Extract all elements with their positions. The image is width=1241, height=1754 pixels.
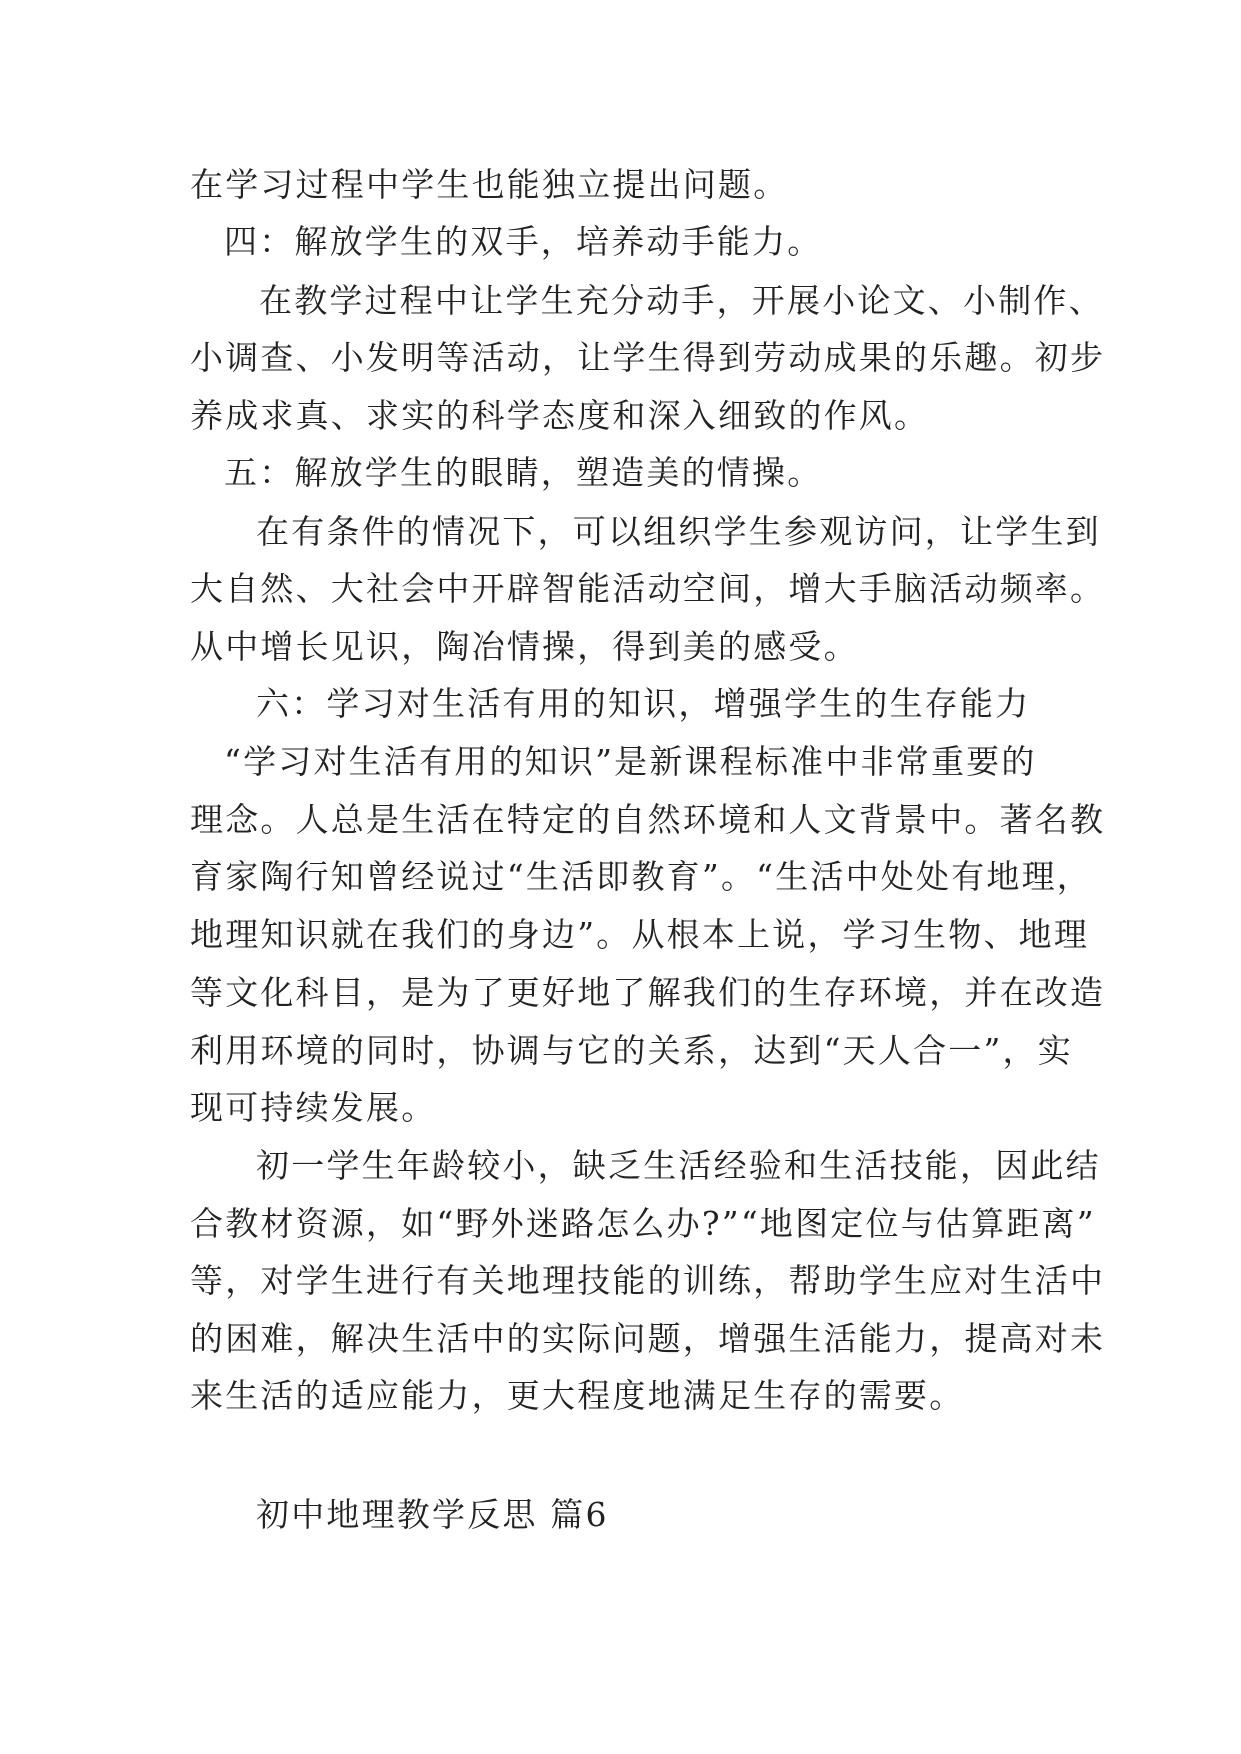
paragraph-line: 利用环境的同时，协调与它的关系，达到“天人合一”，实	[190, 1031, 1073, 1070]
section-heading-four: 四：解放学生的双手，培养动手能力。	[224, 222, 823, 261]
paragraph-line: 来生活的适应能力，更大程度地满足生存的需要。	[190, 1376, 965, 1415]
paragraph-line: 在教学过程中让学生充分动手，开展小论文、小制作、	[259, 281, 1104, 320]
paragraph-line: 从中增长见识，陶冶情操，得到美的感受。	[190, 627, 859, 666]
paragraph-line: 现可持续发展。	[190, 1088, 437, 1127]
paragraph-line: 在有条件的情况下，可以组织学生参观访问，让学生到	[256, 512, 1101, 551]
paragraph-line: 地理知识就在我们的身边”。从根本上说，学习生物、地理	[190, 915, 1090, 954]
section-heading-five: 五：解放学生的眼睛，塑造美的情操。	[224, 453, 823, 492]
paragraph-line: 合教材资源，如“野外迷路怎么办?”“地图定位与估算距离”	[190, 1204, 1096, 1243]
paragraph-line: 等，对学生进行有关地理技能的训练，帮助学生应对生活中	[190, 1261, 1106, 1300]
paragraph-line: 大自然、大社会中开辟智能活动空间，增大手脑活动频率。	[190, 569, 1106, 608]
paragraph-line: 的困难，解决生活中的实际问题，增强生活能力，提高对未	[190, 1319, 1106, 1358]
paragraph-line: 初一学生年龄较小，缺乏生活经验和生活技能，因此结	[256, 1146, 1101, 1185]
paragraph-line: 在学习过程中学生也能独立提出问题。	[190, 165, 789, 204]
paragraph-line: 小调查、小发明等活动，让学生得到劳动成果的乐趣。初步	[190, 338, 1106, 377]
section-title: 初中地理教学反思 篇6	[256, 1495, 609, 1534]
section-heading-six: 六：学习对生活有用的知识，增强学生的生存能力	[256, 684, 1031, 723]
paragraph-line: 理念。人总是生活在特定的自然环境和人文背景中。著名教	[190, 800, 1106, 839]
paragraph-line: 养成求真、求实的科学态度和深入细致的作风。	[190, 396, 930, 435]
paragraph-line: “学习对生活有用的知识”是新课程标准中非常重要的	[224, 742, 1037, 781]
paragraph-line: 等文化科目，是为了更好地了解我们的生存环境，并在改造	[190, 973, 1106, 1012]
paragraph-line: 育家陶行知曾经说过“生活即教育”。“生活中处处有地理，	[190, 857, 1093, 896]
